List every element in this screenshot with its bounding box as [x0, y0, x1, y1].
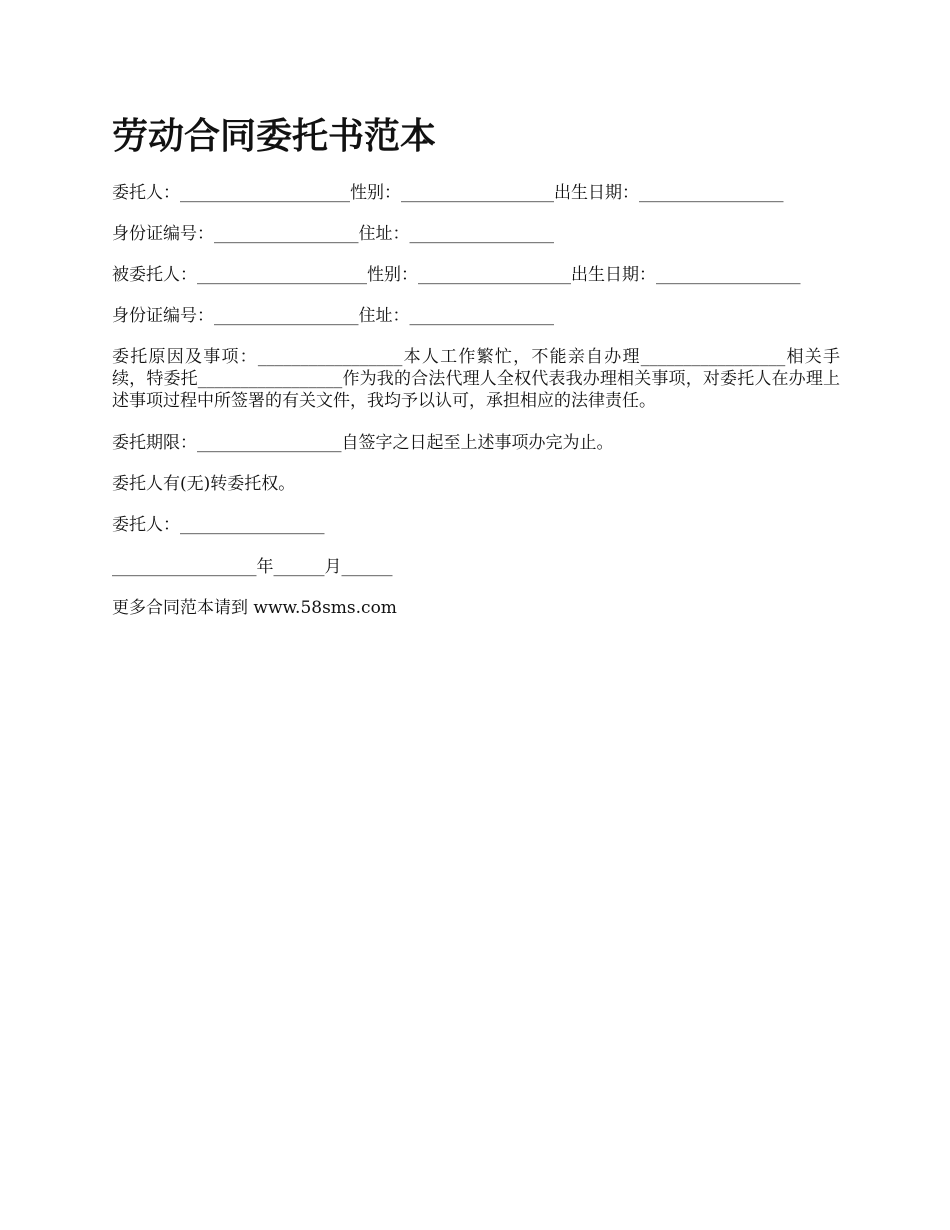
- page-title: 劳动合同委托书范本: [112, 115, 437, 157]
- principal-info-line: 委托人：____________________性别：__________________出生日期：_________________: [112, 183, 784, 203]
- date-line: _________________年______月______: [112, 557, 393, 577]
- reason-paragraph: 委托原因及事项：_________________本人工作繁忙，不能亲自办理_________________相关手续，特委托_________________作为我的合法代理人全权代表我办理相关事项，对委托人在办理上述事项过程中所签署的有关文件，我均予以认可，承担相应的法律责任。: [112, 347, 840, 411]
- agent-id-address-line: 身份证编号：_________________住址：_________________: [112, 306, 554, 326]
- footer-link-text: 更多合同范本请到 www.58sms.com: [112, 598, 397, 618]
- sub-delegation-line: 委托人有(无)转委托权。: [112, 474, 296, 494]
- agent-info-line: 被委托人：____________________性别：__________________出生日期：_________________: [112, 265, 801, 285]
- term-line: 委托期限：_________________自签字之日起至上述事项办完为止。: [112, 433, 614, 453]
- signature-line: 委托人：_________________: [112, 515, 325, 535]
- principal-id-address-line: 身份证编号：_________________住址：_________________: [112, 224, 554, 244]
